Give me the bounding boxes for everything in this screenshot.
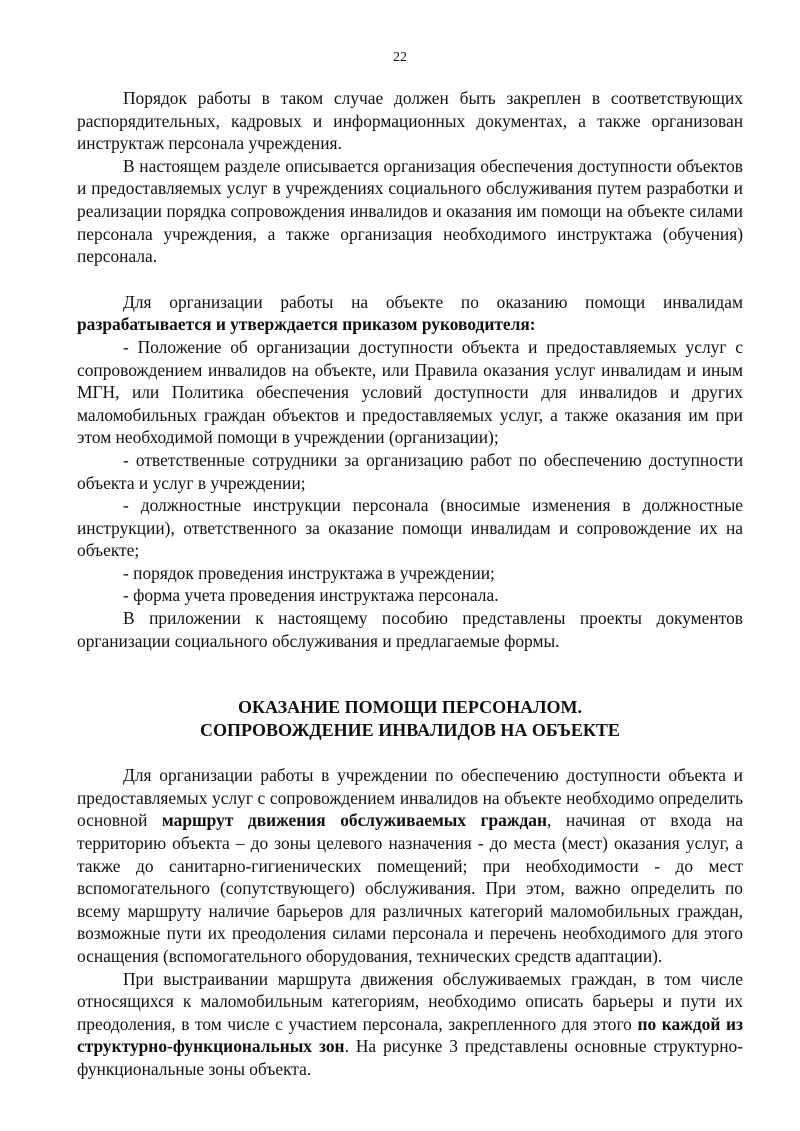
list-item-2: - ответственные сотрудники за организацию работ по обеспечению доступности объекта и услуг в учреждении; [77,449,743,493]
list-item-1: - Положение об организации доступности объекта и предоставляемых услуг с сопровождением инвалидов на объекте, или Правила оказания услуг инвалидам и иным МГН, или Политика обеспечения условий доступности для инвалидов и других маломобильных граждан объектов и предоставляемых услуг, а также оказания им при этом необходимой помощи в учреждении (организации); [77,336,743,448]
paragraph-5 [77,764,743,967]
section-heading-line-2: СОПРОВОЖДЕНИЕ ИНВАЛИДОВ НА ОБЪЕКТЕ [200,719,620,740]
body-text [77,87,743,1081]
section-heading [77,696,743,741]
paragraph-6 [77,968,743,1081]
list-item-3: - должностные инструкции персонала (вносимые изменения в должностные инструкции), ответственного за оказание помощи инвалидам и сопровождение их на объекте; [77,495,743,561]
paragraph-5-lead: Для организации работы в учреждении по обеспечению доступности объекта и предоставляемых услуг с сопровождением инвалидов на объекте необходимо определить основной [77,765,743,831]
paragraph-6-lead: При выстраивании маршрута движения обслуживаемых граждан, в том числе относящихся к маломобильным категориям, необходимо описать барьеры и пути их преодоления, в том числе с участием персонала, закрепленного для этого [77,968,743,1034]
paragraph-2: В настоящем разделе описывается организация обеспечения доступности объектов и предоставляемых услуг в учреждениях социального обслуживания путем разработки и реализации порядка сопровождения инвалидов и оказания им помощи на объекте силами персонала учреждения, а также организация необходимого инструктажа (обучения) персонала. [77,155,743,267]
paragraph-6-bold: по каждой из структурно-функциональных зон [77,1013,743,1057]
paragraph-5-tail: , начиная от входа на территорию объекта – до зоны целевого назначения - до места (мест) оказания услуг, а также до санитарно-гигиенических помещений; при необходимости - до мест вспомогательного (сопутствующего) обслуживания. При этом, важно определить по всему маршруту наличие барьеров для различных категорий маломобильных граждан, возможные пути их преодоления силами персонала и перечень необходимого для этого оснащения (вспомогательного оборудования, технических средств адаптации). [77,810,743,966]
paragraph-1: Порядок работы в таком случае должен быть закреплен в соответствующих распорядительных, кадровых и информационных документах, а также организован инструктаж персонала учреждения. [77,88,743,154]
paragraph-4: В приложении к настоящему пособию представлены проекты документов организации социального обслуживания и предлагаемые формы. [77,608,743,651]
section-heading-line-1: ОКАЗАНИЕ ПОМОЩИ ПЕРСОНАЛОМ. [238,697,582,718]
paragraph-3 [77,291,743,336]
list-item-5: - форма учета проведения инструктажа персонала. [123,585,499,606]
page-number: 22 [393,50,407,65]
paragraph-3-lead: Для организации работы на объекте по оказанию помощи инвалидам [123,291,743,312]
paragraph-3-bold: разрабатывается и утверждается приказом руководителя: [77,314,536,335]
paragraph-5-bold: маршрут движения обслуживаемых граждан [161,810,547,831]
list-item-4: - порядок проведения инструктажа в учреждении; [123,562,495,583]
paragraph-6-tail: . На рисунке 3 представлены основные структурно-функциональные зоны объекта. [77,1036,743,1079]
